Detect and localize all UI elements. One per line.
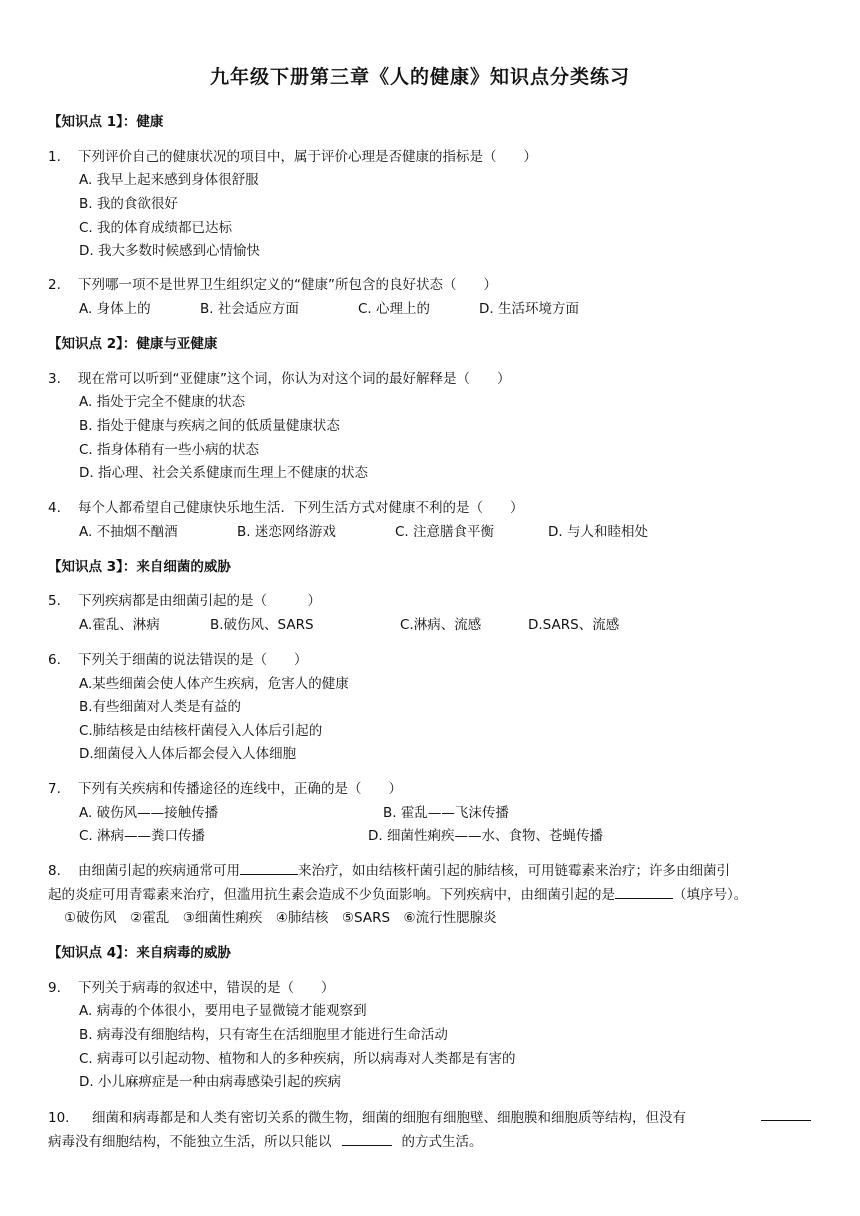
question-7: [48, 777, 402, 797]
question-4: [48, 496, 524, 516]
question-number: 5.: [48, 593, 61, 609]
option-a: A. 身体上的: [79, 301, 151, 317]
question-stem: 现在常可以听到“亚健康”这个词，你认为对这个词的最好解释是（ ）: [78, 371, 511, 387]
option-a: A. 破伤风——接触传播: [79, 805, 219, 821]
question-text: （填序号）。: [673, 887, 748, 903]
option-c: C. 心理上的: [358, 301, 431, 317]
section-heading-3: 【知识点 3】：来自细菌的威胁: [48, 559, 231, 575]
question-text: 的方式生活。: [401, 1134, 483, 1150]
option-b: B. 霍乱——飞沫传播: [383, 805, 509, 821]
question-stem: 下列有关疾病和传播途径的连线中，正确的是（ ）: [78, 781, 402, 797]
option-b: B. 病毒没有细胞结构，只有寄生在活细胞里才能进行生命活动: [79, 1027, 448, 1043]
section-heading-1: 【知识点 1】：健康: [48, 114, 164, 130]
question-number: 3.: [48, 371, 61, 387]
option-d: D.细菌侵入人体后都会侵入人体细胞: [79, 746, 297, 762]
option-c: C.肺结核是由结核杆菌侵入人体后引起的: [79, 723, 323, 739]
question-stem: 每个人都希望自己健康快乐地生活．下列生活方式对健康不利的是（ ）: [78, 500, 524, 516]
option-a: A.霍乱、淋病: [79, 617, 160, 633]
option-d: D. 细菌性痢疾——水、食物、苍蝇传播: [368, 828, 603, 844]
option-b: B.破伤风、SARS: [210, 617, 314, 633]
option-b: B. 社会适应方面: [200, 301, 299, 317]
section-heading-2: 【知识点 2】：健康与亚健康: [48, 336, 218, 352]
question-stem: 下列疾病都是由细菌引起的是（ ）: [78, 593, 321, 609]
answer-blank[interactable]: [342, 1133, 392, 1146]
option-b: B.有些细菌对人类是有益的: [79, 699, 242, 715]
option-a: A. 指处于完全不健康的状态: [79, 394, 246, 410]
option-c: C. 指身体稍有一些小病的状态: [79, 442, 260, 458]
question-8-line-2: [48, 883, 747, 903]
question-number: 10.: [48, 1110, 70, 1126]
question-number: 1.: [48, 149, 61, 165]
question-text: 由细菌引起的疾病通常可用: [78, 863, 240, 879]
option-a: A. 不抽烟不酗酒: [79, 524, 178, 540]
section-heading-4: 【知识点 4】：来自病毒的威胁: [48, 945, 231, 961]
question-6: [48, 648, 308, 668]
question-3: [48, 367, 511, 387]
option-a: A. 病毒的个体很小，要用电子显微镜才能观察到: [79, 1003, 367, 1019]
question-stem: 下列评价自己的健康状况的项目中，属于评价心理是否健康的指标是（ ）: [78, 149, 537, 165]
option-a: A.某些细菌会使人体产生疾病，危害人的健康: [79, 676, 349, 692]
option-c: C. 病毒可以引起动物、植物和人的多种疾病，所以病毒对人类都是有害的: [79, 1051, 516, 1067]
question-1: [48, 145, 537, 165]
question-text: 病毒没有细胞结构，不能独立生活，所以只能以: [48, 1134, 332, 1150]
answer-blank[interactable]: [615, 886, 673, 899]
question-8-items: ①破伤风 ②霍乱 ③细菌性痢疾 ④肺结核 ⑤SARS ⑥流行性腮腺炎: [64, 910, 497, 926]
option-d: D. 与人和睦相处: [548, 524, 648, 540]
option-c: C. 我的体育成绩都已达标: [79, 220, 233, 236]
question-stem: 下列关于病毒的叙述中，错误的是（ ）: [78, 980, 335, 996]
question-number: 9.: [48, 980, 61, 996]
question-number: 8.: [48, 863, 61, 879]
answer-blank[interactable]: [761, 1108, 811, 1121]
option-b: B. 我的食欲很好: [79, 196, 178, 212]
question-number: 4.: [48, 500, 61, 516]
question-text: 细菌和病毒都是和人类有密切关系的微生物，细菌的细胞有细胞壁、细胞膜和细胞质等结构，但没有: [92, 1110, 686, 1126]
option-d: D.SARS、流感: [528, 617, 620, 633]
question-number: 2.: [48, 277, 61, 293]
option-b: B. 迷恋网络游戏: [237, 524, 336, 540]
option-a: A. 我早上起来感到身体很舒服: [79, 172, 259, 188]
answer-blank[interactable]: [240, 862, 298, 875]
option-b: B. 指处于健康与疾病之间的低质量健康状态: [79, 418, 340, 434]
question-stem: 下列哪一项不是世界卫生组织定义的“健康”所包含的良好状态（ ）: [78, 277, 497, 293]
question-stem: 下列关于细菌的说法错误的是（ ）: [78, 652, 308, 668]
page-title: 九年级下册第三章《人的健康》知识点分类练习: [209, 66, 630, 88]
option-d: D. 生活环境方面: [479, 301, 579, 317]
question-text: 起的炎症可用青霉素来治疗，但滥用抗生素会造成不少负面影响。下列疾病中，由细菌引起的是: [48, 887, 615, 903]
option-d: D. 小儿麻痹症是一种由病毒感染引起的疾病: [79, 1074, 341, 1090]
question-number: 7.: [48, 781, 61, 797]
option-d: D. 指心理、社会关系健康而生理上不健康的状态: [79, 465, 368, 481]
option-d: D. 我大多数时候感到心情愉快: [79, 243, 260, 259]
option-c: C. 注意膳食平衡: [395, 524, 495, 540]
question-text: 来治疗，如由结核杆菌引起的肺结核，可用链霉素来治疗；许多由细菌引: [298, 863, 730, 879]
question-10: [48, 1106, 686, 1126]
option-c: C.淋病、流感: [400, 617, 482, 633]
question-9: [48, 976, 335, 996]
question-8: [48, 859, 730, 879]
question-number: 6.: [48, 652, 61, 668]
question-10-line-2: [48, 1130, 483, 1150]
question-2: [48, 273, 497, 293]
question-5: [48, 589, 321, 609]
option-c: C. 淋病——粪口传播: [79, 828, 206, 844]
